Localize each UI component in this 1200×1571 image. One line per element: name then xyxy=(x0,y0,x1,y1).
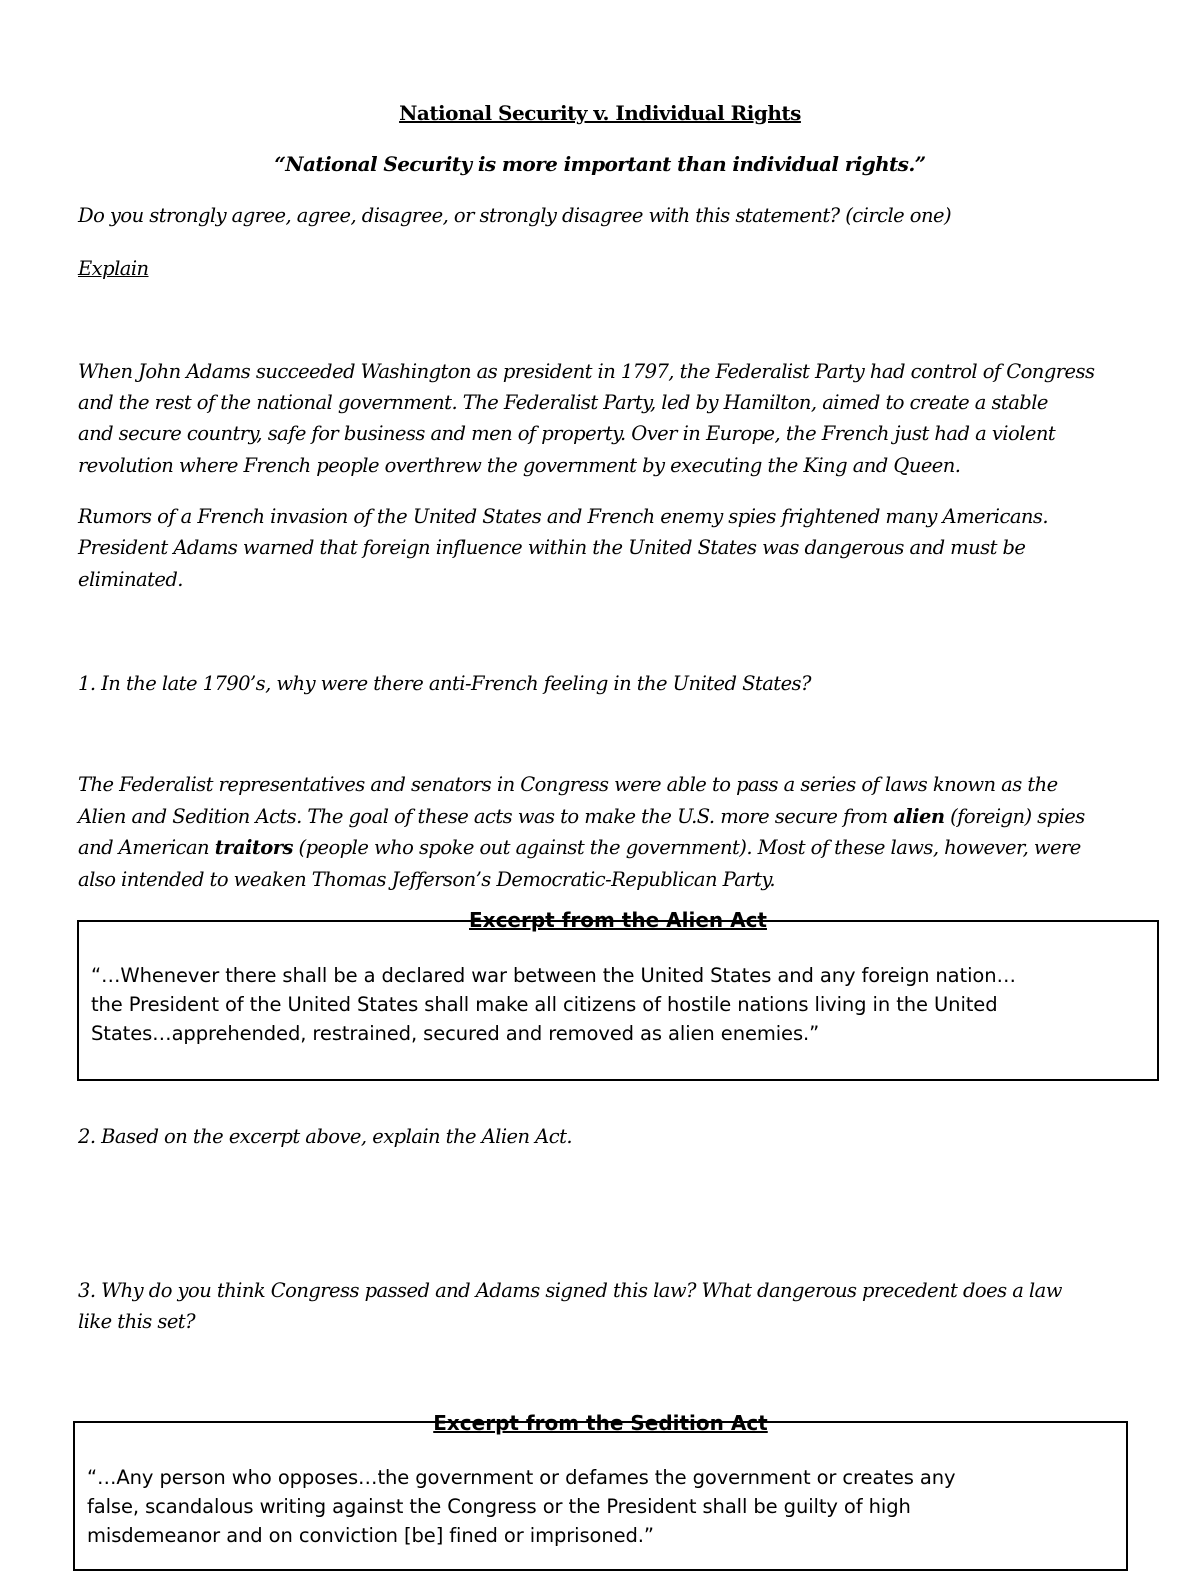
alien-act-excerpt-box xyxy=(77,908,1159,1081)
alien-act-excerpt-text: “…Whenever there shall be a declared war between the United States and any foreign nation… the President of the United States shall make all citizens of hostile nations living in the United States…apprehended, restrained, secured and removed as alien enemies.” xyxy=(91,964,1016,1045)
text-span: (foreign) spies xyxy=(944,805,1085,828)
text-span: (people who spoke out against the government). Most of these laws, however, were xyxy=(292,836,1081,859)
paragraph-line: and secure country, safe for business and men of property. Over in Europe, the French just had a violent xyxy=(78,422,1056,445)
text-span: and American xyxy=(78,836,215,859)
bold-term-alien: alien xyxy=(893,805,945,828)
agree-prompt: Do you strongly agree, agree, disagree, or strongly disagree with this statement? (circle one) xyxy=(78,204,952,227)
sedition-act-excerpt-title: Excerpt from the Sedition Act xyxy=(433,1411,768,1435)
paragraph-line xyxy=(78,832,1138,864)
alien-act-excerpt-title: Excerpt from the Alien Act xyxy=(469,908,767,932)
explain-label xyxy=(78,253,1138,285)
paragraph-line: revolution where French people overthrew the government by executing the King and Queen. xyxy=(78,454,961,477)
question-1: 1. In the late 1790’s, why were there anti-French feeling in the United States? xyxy=(78,672,811,695)
paragraph-line xyxy=(78,801,1138,833)
paragraph-line: President Adams warned that foreign influence within the United States was dangerous and must be xyxy=(78,536,1026,559)
sedition-act-excerpt-text: “…Any person who opposes…the government or defames the government or creates any false, scandalous writing against the Congress or the President shall be guilty of high misdemeanor and on conviction [be] fined or imprisoned.” xyxy=(87,1466,956,1547)
question-2: 2. Based on the excerpt above, explain the Alien Act. xyxy=(78,1125,573,1148)
statement-quote: “National Security is more important than individual rights.” xyxy=(274,152,926,176)
sedition-act-excerpt-box xyxy=(73,1411,1128,1571)
paragraph-line: The Federalist representatives and senators in Congress were able to pass a series of laws known as the xyxy=(78,773,1058,796)
paragraph-line: Rumors of a French invasion of the United States and French enemy spies frightened many Americans. xyxy=(78,505,1049,528)
paragraph-line: also intended to weaken Thomas Jefferson’s Democratic-Republican Party. xyxy=(78,868,775,891)
paragraph-line: When John Adams succeeded Washington as president in 1797, the Federalist Party had control of Congress xyxy=(78,360,1095,383)
document-title: National Security v. Individual Rights xyxy=(399,101,801,125)
bold-term-traitors: traitors xyxy=(214,836,293,859)
explain-label-text: Explain xyxy=(78,257,149,280)
text-span: Alien and Sedition Acts. The goal of these acts was to make the U.S. more secure from xyxy=(78,805,894,828)
paragraph-line: eliminated. xyxy=(78,568,183,591)
question-3-line: like this set? xyxy=(78,1310,196,1333)
paragraph-line: and the rest of the national government. The Federalist Party, led by Hamilton, aimed to create a stable xyxy=(78,391,1048,414)
question-3-line: 3. Why do you think Congress passed and Adams signed this law? What dangerous precedent does a law xyxy=(78,1279,1062,1302)
